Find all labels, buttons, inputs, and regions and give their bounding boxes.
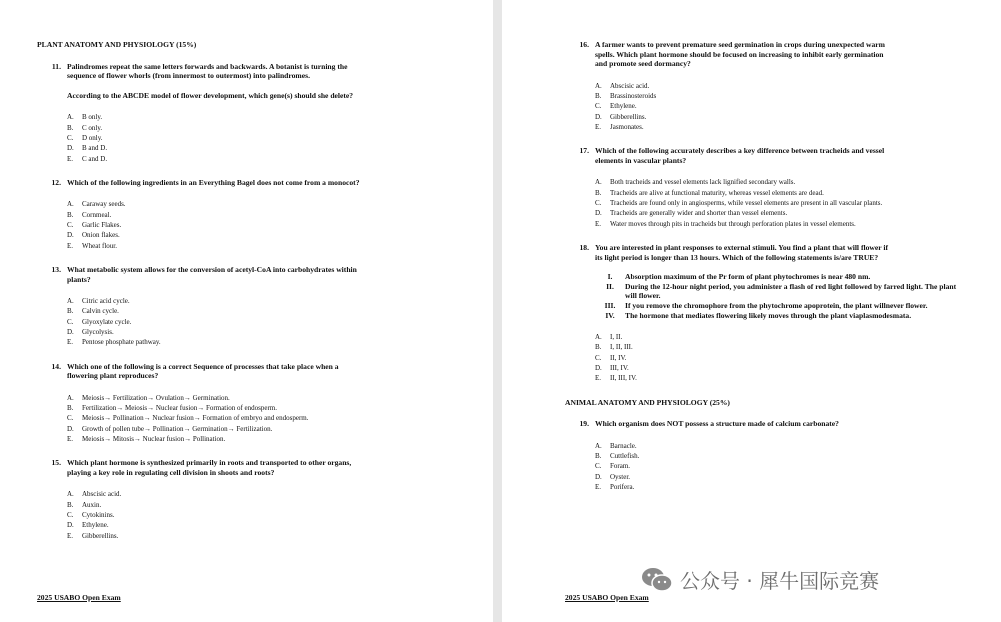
answer-option <box>595 112 963 122</box>
answer-option <box>595 472 963 482</box>
option-letter: C. <box>67 414 74 423</box>
option-text: Auxin. <box>82 500 102 509</box>
section-title-animal: ANIMAL ANATOMY AND PHYSIOLOGY (25%) <box>565 397 730 407</box>
option-letter: B. <box>595 452 602 461</box>
answer-option <box>67 306 433 316</box>
option-letter: D. <box>595 472 602 481</box>
option-text: Tracheids are found only in angiosperms, while vessel elements are present in all vascular plants. <box>610 199 883 208</box>
answer-option <box>595 373 963 383</box>
answer-options <box>595 177 963 228</box>
answer-option <box>67 199 433 209</box>
question-block <box>37 178 433 251</box>
answer-option <box>595 332 963 342</box>
answer-option <box>67 520 433 530</box>
option-letter: C. <box>595 462 602 471</box>
option-letter: C. <box>67 221 74 230</box>
option-text: Tracheids are alive at functional maturity, whereas vessel elements are dead. <box>610 188 824 197</box>
option-letter: A. <box>67 113 74 122</box>
answer-option <box>595 198 963 208</box>
question-line: elements in vascular plants? <box>595 155 687 165</box>
question-stem <box>565 40 963 69</box>
option-letter: D. <box>595 363 602 372</box>
answer-option <box>595 177 963 187</box>
answer-option <box>67 112 433 122</box>
answer-options <box>67 199 433 250</box>
question-block <box>37 62 433 164</box>
question-block <box>37 362 433 445</box>
option-text: Pentose phosphate pathway. <box>82 338 161 347</box>
option-text: C and D. <box>82 154 108 163</box>
option-text: Wheat flour. <box>82 241 117 250</box>
option-letter: E. <box>595 122 602 131</box>
question-line: plants? <box>67 274 91 284</box>
statement-line: If you remove the chromophore from the phytochrome apoprotein, the plant will <box>625 300 886 310</box>
option-letter: D. <box>67 424 74 433</box>
option-text: Fertilization→ Meiosis→ Nuclear fusion→ Formation of endosperm. <box>82 404 277 413</box>
option-letter: B. <box>67 123 74 132</box>
question-line: A farmer wants to prevent premature seed germination in crops during unexpected warm <box>595 40 885 49</box>
statement-line: plasmodesmata. <box>859 310 912 320</box>
question-text <box>595 419 963 429</box>
question-number: 19. <box>579 419 589 429</box>
watermark-text: 公众号 · 犀牛国际竞赛 <box>680 569 880 593</box>
option-letter: B. <box>595 188 602 197</box>
answer-option <box>67 133 433 143</box>
statement-line: Absorption maximum of the Pr form of plant phytochromes is near 480 nm. <box>625 272 871 282</box>
statement-list <box>595 272 963 320</box>
statement-line: never flower. <box>885 300 928 310</box>
question-stem <box>37 362 433 381</box>
option-text: Glycolysis. <box>82 328 114 337</box>
option-letter: E. <box>67 531 74 540</box>
answer-option <box>595 461 963 471</box>
question-line: You are interested in plant responses to external stimuli. You find a plant that will flower if <box>595 242 888 252</box>
question-line: What metabolic system allows for the conversion of acetyl-CoA into carbohydrates within <box>67 264 357 274</box>
option-letter: B. <box>67 307 74 316</box>
answer-option <box>67 123 433 133</box>
section-title-plant: PLANT ANATOMY AND PHYSIOLOGY (15%) <box>37 40 197 49</box>
question-text <box>67 178 433 188</box>
option-letter: E. <box>595 482 602 491</box>
option-letter: A. <box>595 178 602 187</box>
question-block <box>565 146 963 229</box>
answer-option <box>67 403 433 413</box>
question-text <box>67 362 433 381</box>
question-line: playing a key role in regulating cell division in shoots and roots? <box>67 467 275 477</box>
question-stem <box>565 243 963 262</box>
answer-option <box>595 219 963 229</box>
exam-page-left <box>0 0 493 622</box>
option-text: I, II, III. <box>610 343 633 352</box>
option-text: Jasmonates. <box>610 122 644 131</box>
wechat-icon <box>640 566 674 594</box>
question-line: sequence of flower whorls (from innermost to outermost) into palindromes. <box>67 71 310 81</box>
question-list-left <box>37 62 433 541</box>
option-text: Abscisic acid. <box>82 490 122 499</box>
option-text: II, IV. <box>610 353 627 362</box>
left-page-content <box>37 40 433 555</box>
option-text: Foram. <box>610 462 631 471</box>
option-letter: C. <box>595 353 602 362</box>
option-letter: D. <box>67 521 74 530</box>
answer-option <box>67 500 433 510</box>
answer-options <box>67 489 433 540</box>
option-letter: E. <box>595 219 602 228</box>
statement-line: red light. The plant will flower. <box>625 281 957 301</box>
question-number: 14. <box>51 361 61 371</box>
option-text: Oyster. <box>610 472 631 481</box>
option-text: B and D. <box>82 144 108 153</box>
option-letter: D. <box>595 209 602 218</box>
statement-item <box>595 282 963 301</box>
question-line: Which one of the following is a correct Sequence of processes that take place when a <box>67 361 339 371</box>
question-number: 18. <box>579 242 589 252</box>
question-stem <box>565 419 963 429</box>
option-letter: E. <box>595 374 602 383</box>
statement-text <box>625 282 963 301</box>
option-letter: A. <box>67 490 74 499</box>
question-line: spells. Which plant hormone should be focused on increasing to inhibit early germination <box>595 49 884 59</box>
option-text: Glyoxylate cycle. <box>82 317 132 326</box>
answer-option <box>67 510 433 520</box>
answer-option <box>595 101 963 111</box>
right-page-content <box>565 40 963 506</box>
option-text: III, IV. <box>610 363 629 372</box>
question-text <box>67 62 433 81</box>
statement-numeral: III. <box>604 300 616 310</box>
answer-option <box>67 210 433 220</box>
statement-text <box>625 311 963 321</box>
question-block <box>37 458 433 541</box>
question-stem <box>565 146 963 165</box>
option-letter: D. <box>67 328 74 337</box>
option-letter: A. <box>595 81 602 90</box>
question-line: Which plant hormone is synthesized primarily in roots and transported to other organs, <box>67 458 352 468</box>
option-letter: E. <box>67 241 74 250</box>
answer-option <box>595 441 963 451</box>
option-letter: E. <box>67 154 74 163</box>
statement-numeral: I. <box>607 272 613 282</box>
option-letter: D. <box>67 144 74 153</box>
option-letter: E. <box>67 338 74 347</box>
question-list-right <box>565 40 963 384</box>
question-line: flowering plant reproduces? <box>67 371 159 381</box>
option-text: Garlic Flakes. <box>82 221 122 230</box>
question-stem <box>37 178 433 188</box>
question-number: 16. <box>579 40 589 49</box>
answer-options <box>595 332 963 383</box>
option-letter: B. <box>595 92 602 101</box>
question-number: 11. <box>51 61 61 71</box>
answer-option <box>67 220 433 230</box>
question-text <box>67 458 433 477</box>
question-line: Which organism does NOT possess a structure made of calcium carbonate? <box>595 419 839 429</box>
answer-option <box>67 296 433 306</box>
option-text: B only. <box>82 113 103 122</box>
page-footer-right: 2025 USABO Open Exam <box>565 593 649 602</box>
option-text: Onion flakes. <box>82 231 120 240</box>
option-text: Tracheids are generally wider and shorter than vessel elements. <box>610 209 788 218</box>
answer-option <box>67 143 433 153</box>
question-number: 17. <box>579 146 589 156</box>
watermark <box>640 565 879 594</box>
option-letter: C. <box>67 511 74 520</box>
answer-option <box>67 393 433 403</box>
option-letter: C. <box>67 317 74 326</box>
answer-option <box>595 122 963 132</box>
option-text: Caraway seeds. <box>82 200 126 209</box>
option-text: Growth of pollen tube→ Pollination→ Germination→ Fertilization. <box>82 424 273 433</box>
option-letter: B. <box>67 500 74 509</box>
answer-option <box>595 208 963 218</box>
option-text: Gibberellins. <box>610 112 647 121</box>
statement-item <box>595 272 963 282</box>
question-number: 12. <box>51 177 61 187</box>
statement-item <box>595 301 963 311</box>
answer-option <box>67 489 433 499</box>
question-block <box>565 40 963 132</box>
option-text: D only. <box>82 133 103 142</box>
option-letter: A. <box>67 200 74 209</box>
question-block <box>37 265 433 348</box>
question-text <box>67 265 433 284</box>
page-footer-left: 2025 USABO Open Exam <box>37 593 121 602</box>
question-line: its light period is longer than 13 hours. Which of the following statements is/are TRUE? <box>595 252 879 262</box>
answer-option <box>67 327 433 337</box>
option-text: Meiosis→ Pollination→ Nuclear fusion→ Formation of embryo and endosperm. <box>82 414 309 423</box>
option-text: Barnacle. <box>610 441 637 450</box>
question-stem <box>37 458 433 477</box>
option-letter: B. <box>595 343 602 352</box>
option-letter: C. <box>595 199 602 208</box>
statement-item <box>595 311 963 321</box>
answer-option <box>67 531 433 541</box>
option-text: Ethylene. <box>610 102 637 111</box>
answer-option <box>595 363 963 373</box>
exam-page-right <box>502 0 1001 622</box>
answer-option <box>595 342 963 352</box>
option-text: Both tracheids and vessel elements lack lignified secondary walls. <box>610 178 796 187</box>
option-text: Porifera. <box>610 482 635 491</box>
question-line: and promote seed dormancy? <box>595 59 691 69</box>
option-text: II, III, IV. <box>610 374 637 383</box>
question-block <box>565 419 963 492</box>
option-text: Cytokinins. <box>82 511 115 520</box>
question-text <box>595 40 963 69</box>
answer-option <box>67 424 433 434</box>
answer-option <box>595 91 963 101</box>
option-letter: B. <box>67 210 74 219</box>
answer-option <box>67 413 433 423</box>
question-line: Palindromes repeat the same letters forwards and backwards. A botanist is turning the <box>67 61 348 71</box>
question-text <box>595 243 963 262</box>
option-letter: A. <box>67 393 74 402</box>
answer-options <box>67 112 433 163</box>
answer-option <box>595 188 963 198</box>
option-text: Gibberellins. <box>82 531 119 540</box>
answer-options <box>595 81 963 132</box>
option-text: C only. <box>82 123 103 132</box>
question-line: Which of the following ingredients in an Everything Bagel does not come from a monocot? <box>67 177 360 187</box>
statement-numeral: II. <box>606 281 614 291</box>
option-text: Abscisic acid. <box>610 81 650 90</box>
answer-options <box>595 441 963 492</box>
statement-text <box>625 301 963 311</box>
option-text: Brassinosteroids <box>610 92 657 101</box>
answer-option <box>67 230 433 240</box>
question-number: 15. <box>51 458 61 468</box>
answer-option <box>67 241 433 251</box>
statement-numeral: IV. <box>605 310 615 320</box>
option-text: I, II. <box>610 333 623 342</box>
option-text: Cornmeal. <box>82 210 112 219</box>
option-letter: D. <box>595 112 602 121</box>
question-stem <box>37 62 433 81</box>
option-letter: B. <box>67 404 74 413</box>
answer-options <box>67 393 433 444</box>
statement-line: During the 12-hour night period, you administer a flash of red light followed by far <box>625 281 894 291</box>
question-list-right-animal <box>565 419 963 492</box>
question-text <box>595 146 963 165</box>
question-prompt: According to the ABCDE model of flower development, which gene(s) should she delete? <box>67 90 354 100</box>
answer-option <box>67 317 433 327</box>
answer-option <box>595 81 963 91</box>
option-text: Cuttlefish. <box>610 452 640 461</box>
question-number: 13. <box>51 264 61 274</box>
answer-options <box>67 296 433 347</box>
option-letter: E. <box>67 434 74 443</box>
option-letter: A. <box>67 297 74 306</box>
option-letter: D. <box>67 231 74 240</box>
answer-option <box>595 482 963 492</box>
answer-option <box>67 434 433 444</box>
answer-option <box>595 353 963 363</box>
answer-option <box>67 337 433 347</box>
option-text: Meiosis→ Fertilization→ Ovulation→ Germination. <box>82 393 230 402</box>
option-text: Ethylene. <box>82 521 109 530</box>
option-letter: C. <box>67 133 74 142</box>
option-text: Citric acid cycle. <box>82 297 130 306</box>
option-text: Calvin cycle. <box>82 307 119 316</box>
question-line: Which of the following accurately describes a key difference between tracheids and vessel <box>595 146 885 156</box>
answer-option <box>67 154 433 164</box>
option-text: Meiosis→ Mitosis→ Nuclear fusion→ Pollination. <box>82 434 226 443</box>
option-letter: C. <box>595 102 602 111</box>
question-block <box>565 243 963 384</box>
question-stem <box>37 265 433 284</box>
option-letter: A. <box>595 333 602 342</box>
statement-line: The hormone that mediates flowering likely moves through the plant via <box>625 310 859 320</box>
answer-option <box>595 451 963 461</box>
statement-text <box>625 272 963 282</box>
option-text: Water moves through pits in tracheids but through perforation plates in vessel elements. <box>610 219 856 228</box>
option-letter: A. <box>595 441 602 450</box>
